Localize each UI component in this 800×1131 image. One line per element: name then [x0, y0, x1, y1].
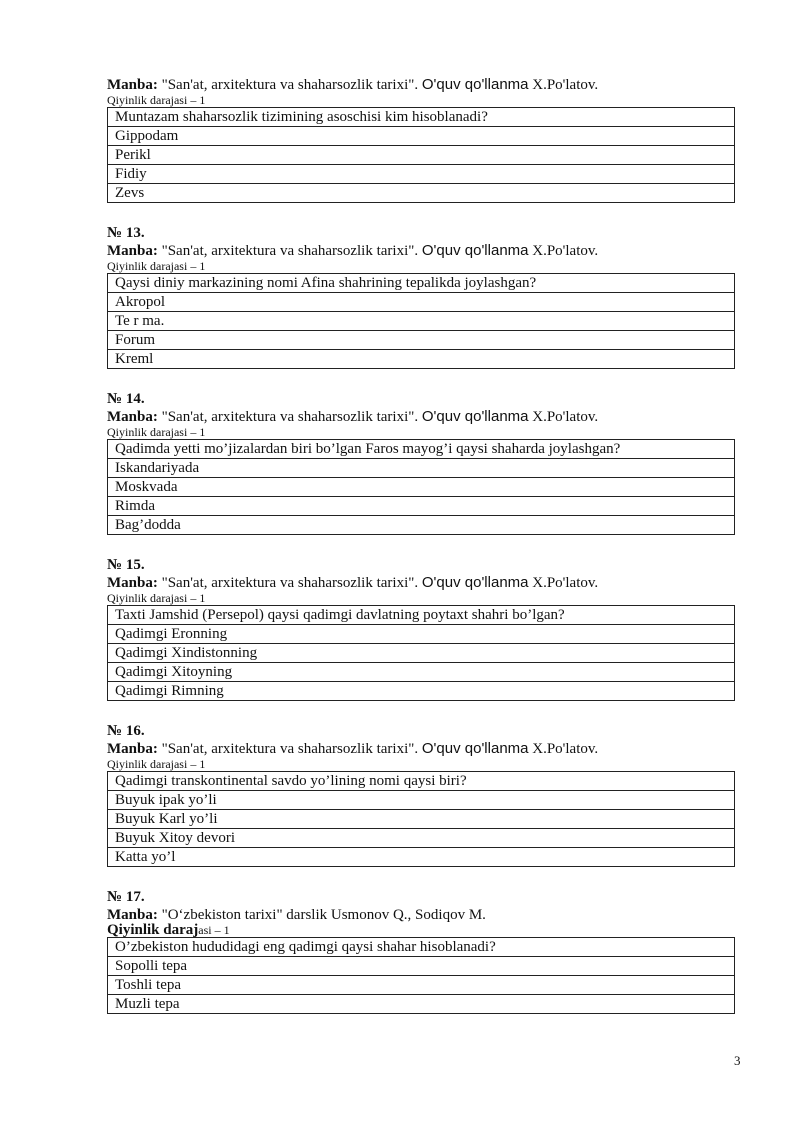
question-table — [107, 273, 735, 369]
question-text: Qadimda yetti mo’jizalardan biri bo’lgan Faros mayog’i qaysi shaharda joylashgan? — [108, 440, 735, 459]
source-label: Manba: — [107, 741, 158, 757]
answer-option: Qadimgi Xindistonning — [108, 644, 735, 663]
difficulty-level: Qiyinlik darajasi – 1 — [107, 757, 206, 771]
question-block — [107, 224, 735, 369]
source-line — [107, 76, 735, 94]
question-row — [108, 108, 735, 127]
answer-option: Zevs — [108, 184, 735, 203]
source-label: Manba: — [107, 243, 158, 259]
answer-row — [108, 995, 735, 1014]
source-type: O'quv qo'llanma — [421, 740, 529, 757]
answer-option: Te r ma. — [108, 312, 735, 331]
question-text: Qadimgi transkontinental savdo yo’lining nomi qaysi biri? — [108, 772, 735, 791]
source-label: Manba: — [107, 575, 158, 591]
question-row — [108, 772, 735, 791]
question-row — [108, 606, 735, 625]
source-type: O'quv qo'llanma — [421, 408, 529, 425]
source-title: "San'at, arxitektura va shaharsozlik tarixi". — [161, 409, 419, 425]
answer-row — [108, 516, 735, 535]
difficulty-level — [107, 924, 735, 937]
question-block — [107, 722, 735, 867]
answer-option: Bag’dodda — [108, 516, 735, 535]
answer-row — [108, 497, 735, 516]
answer-row — [108, 350, 735, 369]
source-author: X.Po'latov. — [532, 77, 599, 93]
source-title: "San'at, arxitektura va shaharsozlik tarixi". — [161, 741, 419, 757]
question-block — [107, 390, 735, 535]
answer-row — [108, 848, 735, 867]
question-block — [107, 888, 735, 1014]
answer-option: Forum — [108, 331, 735, 350]
source-type: O'quv qo'llanma — [421, 76, 529, 93]
answer-option: Buyuk Karl yo’li — [108, 810, 735, 829]
answer-row — [108, 165, 735, 184]
source-label: Manba: — [107, 409, 158, 425]
question-text: Muntazam shaharsozlik tizimining asoschisi kim hisoblanadi? — [108, 108, 735, 127]
question-row — [108, 274, 735, 293]
question-row — [108, 938, 735, 957]
answer-row — [108, 312, 735, 331]
answer-option: Buyuk ipak yo’li — [108, 791, 735, 810]
answer-option: Gippodam — [108, 127, 735, 146]
answer-row — [108, 791, 735, 810]
answer-option: Muzli tepa — [108, 995, 735, 1014]
answer-option: Qadimgi Xitoyning — [108, 663, 735, 682]
answer-row — [108, 957, 735, 976]
answer-option: Rimda — [108, 497, 735, 516]
source-line — [107, 740, 735, 758]
answer-row — [108, 127, 735, 146]
answer-row — [108, 829, 735, 848]
question-number: № 17. — [107, 889, 145, 905]
source-title: "San'at, arxitektura va shaharsozlik tarixi". — [161, 243, 419, 259]
answer-option: Qadimgi Rimning — [108, 682, 735, 701]
page-number: 3 — [734, 1053, 741, 1068]
difficulty-level-rest: asi – 1 — [198, 923, 230, 937]
answer-row — [108, 293, 735, 312]
difficulty-level: Qiyinlik darajasi – 1 — [107, 591, 206, 605]
question-row — [108, 440, 735, 459]
source-title: "San'at, arxitektura va shaharsozlik tarixi". — [161, 575, 419, 591]
question-text: Taxti Jamshid (Persepol) qaysi qadimgi davlatning poytaxt shahri bo’lgan? — [108, 606, 735, 625]
answer-option: Sopolli tepa — [108, 957, 735, 976]
answer-row — [108, 644, 735, 663]
source-line — [107, 574, 735, 592]
answer-row — [108, 478, 735, 497]
difficulty-level: Qiyinlik darajasi – 1 — [107, 259, 206, 273]
answer-option: Perikl — [108, 146, 735, 165]
question-table — [107, 771, 735, 867]
answer-option: Qadimgi Eronning — [108, 625, 735, 644]
answer-row — [108, 146, 735, 165]
source-author: X.Po'latov. — [532, 243, 599, 259]
answer-option: Kreml — [108, 350, 735, 369]
answer-option: Akropol — [108, 293, 735, 312]
question-text: Qaysi diniy markazining nomi Afina shahrining tepalikda joylashgan? — [108, 274, 735, 293]
answer-row — [108, 682, 735, 701]
source-type: O'quv qo'llanma — [421, 574, 529, 591]
source-line — [107, 906, 735, 924]
source-label: Manba: — [107, 77, 158, 93]
answer-option: Fidiy — [108, 165, 735, 184]
question-table — [107, 605, 735, 701]
source-line — [107, 408, 735, 426]
answer-option: Buyuk Xitoy devori — [108, 829, 735, 848]
answer-option: Toshli tepa — [108, 976, 735, 995]
answer-row — [108, 459, 735, 478]
answer-option: Moskvada — [108, 478, 735, 497]
source-label: Manba: — [107, 907, 158, 923]
question-number: № 16. — [107, 723, 145, 739]
source-author: X.Po'latov. — [532, 741, 599, 757]
answer-option: Iskandariyada — [108, 459, 735, 478]
difficulty-level: Qiyinlik darajasi – 1 — [107, 425, 206, 439]
source-author: X.Po'latov. — [532, 409, 599, 425]
answer-row — [108, 625, 735, 644]
question-table — [107, 107, 735, 203]
question-text: O’zbekiston hududidagi eng qadimgi qaysi shahar hisoblanadi? — [108, 938, 735, 957]
source-title: "San'at, arxitektura va shaharsozlik tarixi". — [161, 77, 419, 93]
question-number: № 15. — [107, 557, 145, 573]
difficulty-level-bold: Qiyinlik daraj — [107, 922, 199, 938]
source-type: O'quv qo'llanma — [421, 242, 529, 259]
answer-row — [108, 810, 735, 829]
question-number: № 14. — [107, 391, 145, 407]
question-table — [107, 937, 735, 1014]
answer-option: Katta yo’l — [108, 848, 735, 867]
answer-row — [108, 976, 735, 995]
difficulty-level: Qiyinlik darajasi – 1 — [107, 93, 206, 107]
source-title: "O‘zbekiston tarixi" darslik Usmonov Q., Sodiqov M. — [161, 907, 486, 923]
answer-row — [108, 663, 735, 682]
source-author: X.Po'latov. — [532, 575, 599, 591]
question-number: № 13. — [107, 225, 145, 241]
question-block — [107, 76, 735, 203]
question-block — [107, 556, 735, 701]
source-line — [107, 242, 735, 260]
answer-row — [108, 331, 735, 350]
question-table — [107, 439, 735, 535]
answer-row — [108, 184, 735, 203]
document-page — [107, 76, 735, 1035]
